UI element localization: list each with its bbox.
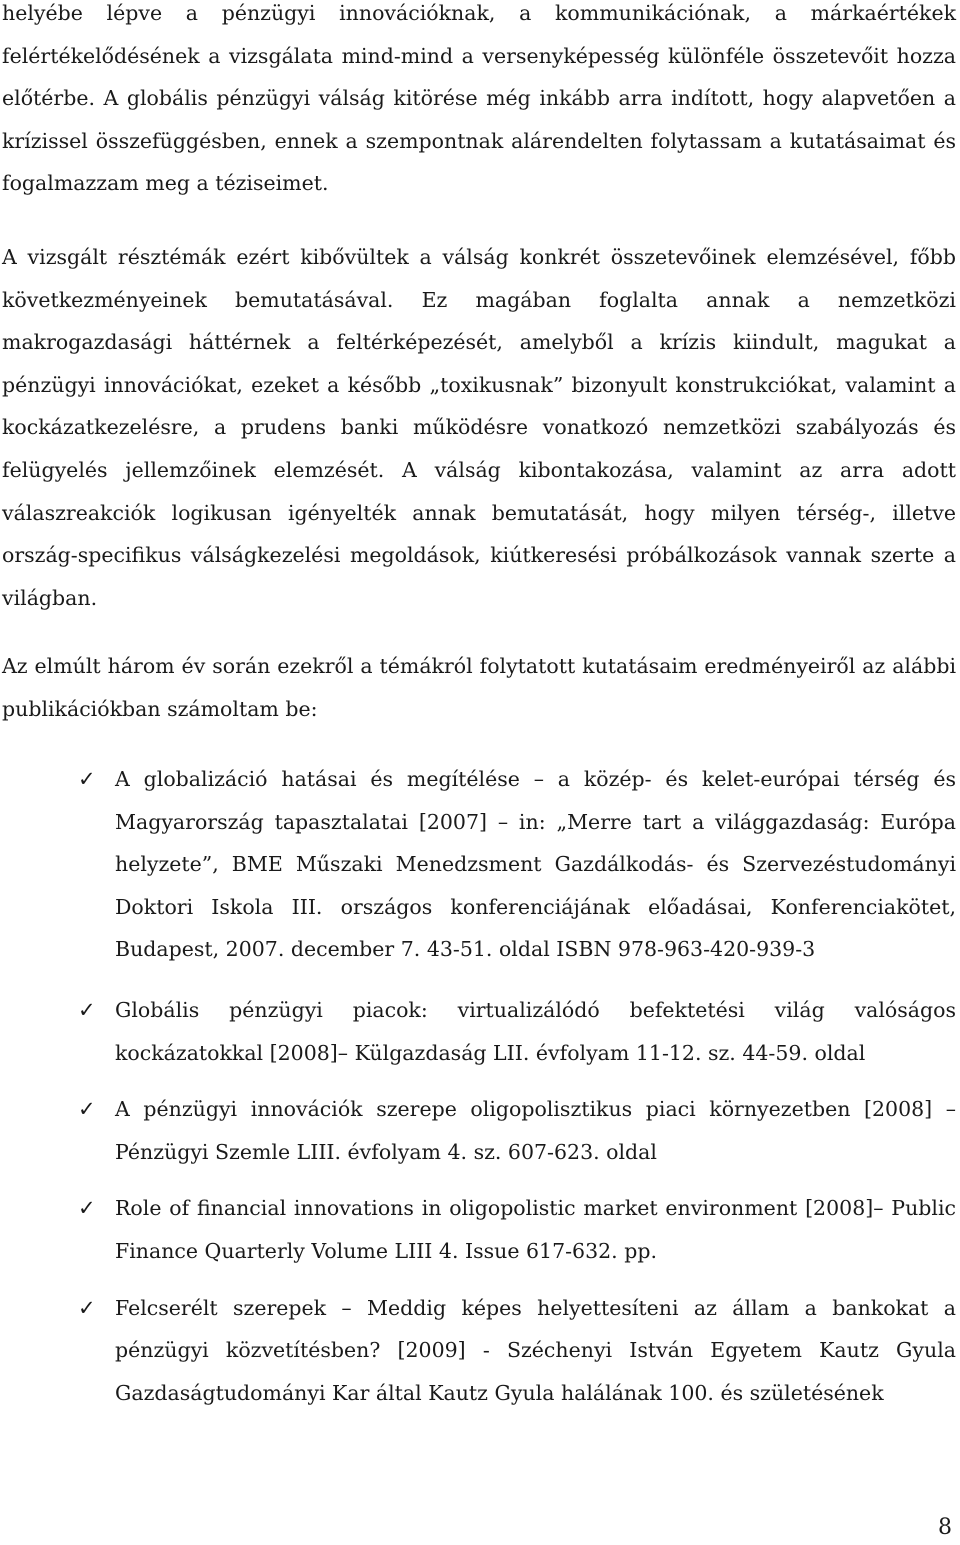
publication-item bbox=[2, 989, 956, 1074]
publication-text: Globális pénzügyi piacok: virtualizálódó befektetési világ valóságos kockázatokkal [2008]– Külgazdaság LII. évfolyam 11-12. sz. 44-59. oldal bbox=[115, 997, 956, 1065]
document-page bbox=[2, 0, 956, 1545]
publication-item bbox=[2, 758, 956, 971]
publication-text: Felcserélt szerepek – Meddig képes helyettesíteni az állam a bankokat a pénzügyi közvetítésben? [2009] - Széchenyi István Egyetem Kautz Gyula Gazdaságtudományi Kar által Kautz Gyula halálának 100. és születésének bbox=[115, 1295, 956, 1405]
check-mark-icon: ✓ bbox=[78, 1196, 96, 1221]
check-mark-icon: ✓ bbox=[78, 767, 96, 791]
publication-item bbox=[2, 1187, 956, 1272]
check-mark-icon: ✓ bbox=[78, 997, 96, 1022]
body-paragraph: A vizsgált résztémák ezért kibővültek a válság konkrét összetevőinek elemzésével, főbb következményeinek bemutatásával. Ez magában foglalta annak a nemzetközi makrogazdasági háttérnek a feltérképezését, amelyből a krízis kiindult, magukat a pénzügyi innovációkat, ezeket a később „toxikusnak” bizonyult konstrukciókat, valamint a kockázatkezelésre, a prudens banki működésre vonatkozó nemzetközi szabályozás és felügyelés jellemzőinek elemzését. A válság kibontakozása, valamint az arra adott válaszreakciók logikusan igényelték annak bemutatását, hogy milyen térség-, illetve ország-specifikus válságkezelési megoldások, kiútkeresési próbálkozások vannak szerte a világban. bbox=[2, 245, 956, 610]
publication-list bbox=[2, 758, 956, 1428]
body-paragraph: Az elmúlt három év során ezekről a témákról folytatott kutatásaim eredményeiről az alábbi publikációkban számoltam be: bbox=[2, 654, 956, 721]
body-paragraph: helyébe lépve a pénzügyi innovációknak, a kommunikációnak, a márkaértékek felértékelődésének a vizsgálata mind-mind a versenyképesség különféle összetevőit hozza előtérbe. A globális pénzügyi válság kitörése még inkább arra indított, hogy alapvetően a krízissel összefüggésben, ennek a szempontnak alárendelten folytassam a kutatásaimat és fogalmazzam meg a téziseimet. bbox=[2, 1, 956, 196]
check-mark-icon: ✓ bbox=[78, 1295, 96, 1320]
page-number: 8 bbox=[938, 1515, 952, 1540]
publication-item bbox=[2, 1287, 956, 1415]
publication-text: Role of financial innovations in oligopolistic market environment [2008]– Public Finance Quarterly Volume LIII 4. Issue 617-632. pp. bbox=[115, 1196, 956, 1263]
publication-text: A globalizáció hatásai és megítélése – a közép- és kelet-európai térség és Magyarország tapasztalatai [2007] – in: „Merre tart a világgazdaság: Európa helyzete”, BME Műszaki Menedzsment Gazdálkodás- és Szervezéstudományi Doktori Iskola III. országos konferenciájának előadásai, Konferenciakötet, Budapest, 2007. december 7. 43-51. oldal ISBN 978-963-420-939-3 bbox=[115, 767, 956, 962]
publication-item bbox=[2, 1088, 956, 1173]
check-mark-icon: ✓ bbox=[78, 1097, 96, 1122]
publication-text: A pénzügyi innovációk szerepe oligopolisztikus piaci környezetben [2008] – Pénzügyi Szemle LIII. évfolyam 4. sz. 607-623. oldal bbox=[115, 1097, 956, 1164]
